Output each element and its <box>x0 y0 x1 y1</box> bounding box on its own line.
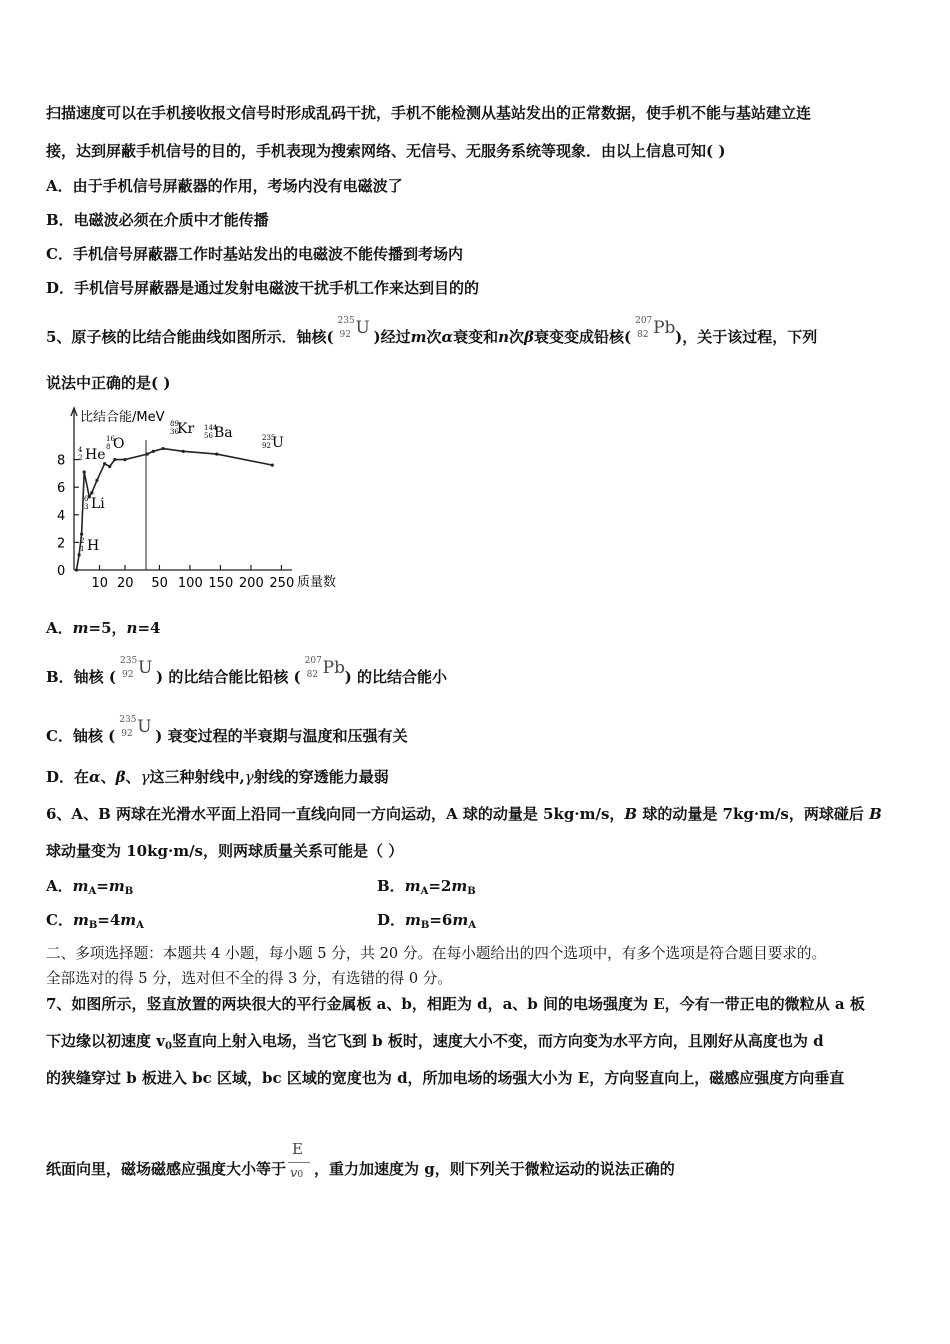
x-tick-group <box>92 565 295 591</box>
q4-option-a: A．由于手机信号屏蔽器的作用，考场内没有电磁波了 <box>46 177 403 195</box>
option-text: =5， <box>88 619 127 637</box>
y-tick-label: 6 <box>57 481 66 497</box>
subscript: A <box>136 920 144 931</box>
nuclide-annotation <box>106 435 124 452</box>
q4-stem-line-2: 接，达到屏蔽手机信号的目的，手机表现为搜索网络、无信号、无服务系统等现象．由以上信息可知( ) <box>46 142 726 160</box>
q6-stem-line-1 <box>46 803 882 824</box>
option-text: ) 衰变过程的半衰期与温度和压强有关 <box>155 727 408 745</box>
q6-option-a <box>46 875 133 897</box>
var-m: m <box>410 328 427 346</box>
fraction-den-var: v <box>290 1166 298 1181</box>
symbol-beta: β <box>524 328 534 346</box>
y-tick-group <box>57 454 79 579</box>
annotation-mass-number: 144 <box>204 424 218 432</box>
q5-text: 次 <box>426 328 442 346</box>
x-tick-label: 250 <box>269 576 295 591</box>
q6-text: 球的动量是 7kg·m/s，两球碰后 <box>637 805 870 823</box>
q6-text: 6、A、B 两球在光滑水平面上沿同一直线向同一方向运动，A 球的动量是 5kg·m/s， <box>46 805 625 823</box>
symbol-alpha: α <box>441 328 454 346</box>
atomic-number: 92 <box>121 729 133 739</box>
subscript: B <box>420 920 430 931</box>
q4-option-d: D．手机信号屏蔽器是通过发射电磁波干扰手机工作来达到目的的 <box>46 279 480 297</box>
subscript: 0 <box>164 1041 172 1052</box>
data-point <box>90 491 93 494</box>
nuclide-annotation <box>84 495 105 512</box>
annotation-mass-number: 235 <box>262 434 276 442</box>
separator: 、 <box>100 768 116 786</box>
atomic-number: 82 <box>306 670 319 680</box>
annotation-atomic-number: 2 <box>78 454 83 462</box>
uranium-nuclide <box>334 316 374 348</box>
q5-text: 衰变和 <box>453 328 499 346</box>
annotation-mass-number: 2 <box>80 537 85 545</box>
option-text: C．铀核 ( <box>46 727 116 745</box>
lead-nuclide <box>631 316 676 348</box>
binding-energy-curve <box>77 449 273 570</box>
element-symbol: U <box>138 658 153 678</box>
fraction-bar <box>288 1162 310 1163</box>
element-symbol: Pb <box>653 318 676 338</box>
mass-number: 235 <box>337 316 355 326</box>
option-text: =2 <box>428 877 452 895</box>
x-tick-label: 200 <box>238 576 264 591</box>
q7-stem-line-4 <box>46 1140 675 1190</box>
option-text: D．在 <box>46 768 90 786</box>
var-m: m <box>451 877 468 895</box>
atomic-number: 92 <box>339 330 351 340</box>
chart-title: 比结合能/MeV <box>80 410 165 425</box>
x-tick-label: 50 <box>151 576 168 591</box>
option-text: ) 的比结合能小 <box>344 668 447 686</box>
data-point <box>146 452 149 455</box>
q5-text: 衰变变成铅核( <box>534 328 632 346</box>
option-text: 这三种射线中, <box>149 768 245 786</box>
q6-option-c <box>46 909 144 931</box>
element-symbol: U <box>137 717 152 737</box>
data-point <box>182 450 185 453</box>
q5-text: 5、原子核的比结合能曲线如图所示．铀核( <box>46 328 334 346</box>
option-text: =4 <box>137 619 161 637</box>
lead-nuclide <box>301 656 345 688</box>
var-m: m <box>72 877 89 895</box>
fraction-e-over-v0 <box>286 1140 314 1190</box>
q7-text: 竖直向上射入电场，当它飞到 b 板时，速度大小不变，而方向变为水平方向，且刚好从高度也为 d <box>171 1032 824 1050</box>
option-label: B． <box>377 877 405 895</box>
var-m: m <box>72 619 89 637</box>
symbol-alpha: α <box>89 768 101 786</box>
var-m: m <box>452 911 469 929</box>
subscript: B <box>467 886 476 897</box>
nuclide-annotation <box>262 434 284 451</box>
q5-stem-line-1 <box>46 316 818 348</box>
q5-option-d <box>46 766 389 787</box>
element-symbol: U <box>355 318 370 338</box>
annotation-mass-number: 89 <box>170 420 179 428</box>
annotation-atomic-number: 92 <box>262 442 271 450</box>
x-tick-label: 100 <box>177 576 203 591</box>
y-tick-label: 8 <box>57 453 66 469</box>
data-point <box>152 450 155 453</box>
symbol-beta: β <box>115 768 126 786</box>
q5-option-c <box>46 715 408 747</box>
data-point <box>75 568 78 571</box>
q7-text: 纸面向里，磁场磁感应强度大小等于 <box>46 1160 287 1178</box>
annotation-mass-number: 4 <box>78 446 83 454</box>
annotation-mass-number: 16 <box>106 435 115 443</box>
nuclide-annotation <box>78 446 106 463</box>
mass-number: 207 <box>304 656 322 666</box>
subscript: 0 <box>297 1170 304 1180</box>
atomic-number: 82 <box>637 330 649 340</box>
var-b: B <box>869 805 882 823</box>
annotation-symbol: O <box>113 436 125 452</box>
data-point <box>161 447 164 450</box>
data-point <box>95 479 98 482</box>
subscript: B <box>124 886 134 897</box>
var-m: m <box>108 877 125 895</box>
annotation-mass-number: 6 <box>84 495 89 503</box>
annotation-atomic-number: 8 <box>106 443 111 451</box>
option-text: B．铀核 ( <box>46 668 116 686</box>
annotation-symbol: H <box>87 538 100 554</box>
uranium-nuclide <box>115 715 155 747</box>
q4-stem-line-1: 扫描速度可以在手机接收报文信号时形成乱码干扰，手机不能检测从基站发出的正常数据，使手机不能与基站建立连 <box>46 104 812 122</box>
fraction-numerator: E <box>292 1140 303 1158</box>
var-m: m <box>404 877 421 895</box>
annotation-symbol: Kr <box>177 421 195 437</box>
mass-number: 235 <box>119 715 137 725</box>
var-m: m <box>405 911 421 929</box>
x-tick-label: 20 <box>117 576 134 591</box>
var-n: n <box>126 619 138 637</box>
q5-text: )，关于该过程，下列 <box>675 328 818 346</box>
var-n: n <box>498 328 510 346</box>
y-tick-label: 0 <box>57 564 66 579</box>
q6-stem-line-2: 球动量变为 10kg·m/s，则两球质量关系可能是（ ） <box>46 842 404 860</box>
data-point <box>113 458 116 461</box>
annotation-atomic-number: 36 <box>170 428 179 436</box>
symbol-gamma: γ <box>244 768 254 786</box>
data-point <box>271 464 274 467</box>
section-2-heading-line-1: 二、多项选择题：本题共 4 小题，每小题 5 分，共 20 分。在每小题给出的四个选项中，有多个选项是符合题目要求的。 <box>46 945 827 962</box>
q6-option-d <box>377 909 476 931</box>
data-point <box>83 470 86 473</box>
option-text: =6 <box>429 911 453 929</box>
annotation-group <box>78 420 284 554</box>
option-label: A． <box>46 877 73 895</box>
q5-text: 次 <box>509 328 525 346</box>
annotation-symbol: Li <box>91 496 105 512</box>
option-label: D． <box>377 911 406 929</box>
subscript: A <box>468 920 476 931</box>
annotation-atomic-number: 3 <box>84 503 89 511</box>
option-text: 射线的穿透能力最弱 <box>253 768 389 786</box>
option-text: ) 的比结合能比铅核 ( <box>156 668 301 686</box>
nuclide-annotation <box>80 537 99 554</box>
var-b: B <box>624 805 638 823</box>
annotation-symbol: He <box>85 447 106 463</box>
x-axis-label: 质量数 <box>297 575 337 590</box>
nuclide-annotation <box>170 420 194 437</box>
mass-number: 235 <box>120 656 138 666</box>
nuclide-annotation <box>204 424 233 441</box>
section-2-heading-line-2: 全部选对的得 5 分，选对但不全的得 3 分，有选错的得 0 分。 <box>46 970 452 987</box>
data-point-group <box>75 447 274 572</box>
option-text: = <box>96 877 109 895</box>
var-m: m <box>120 911 137 929</box>
q7-text: ，重力加速度为 g，则下列关于微粒运动的说法正确的 <box>314 1160 675 1178</box>
q4-option-c: C．手机信号屏蔽器工作时基站发出的电磁波不能传播到考场内 <box>46 245 463 263</box>
q7-stem-line-2 <box>46 1030 824 1052</box>
fraction-denominator <box>290 1166 303 1181</box>
x-tick-label: 10 <box>91 576 109 591</box>
option-label: A． <box>46 619 73 637</box>
separator: 、 <box>125 768 141 786</box>
annotation-symbol: Ba <box>214 425 233 441</box>
annotation-symbol: U <box>272 435 284 451</box>
q5-option-a <box>46 617 160 638</box>
q5-text: )经过 <box>373 328 411 346</box>
data-point <box>108 465 111 468</box>
q5-option-b <box>46 656 447 688</box>
q4-option-b: B．电磁波必须在介质中才能传播 <box>46 211 269 229</box>
var-m: m <box>72 911 89 929</box>
atomic-number: 92 <box>122 670 134 680</box>
q7-stem-line-1: 7、如图所示，竖直放置的两块很大的平行金属板 a、b，相距为 d，a、b 间的电场强度为 E，今有一带正电的微粒从 a 板 <box>46 995 865 1013</box>
subscript: A <box>88 886 97 897</box>
subscript: A <box>420 886 429 897</box>
option-label: C． <box>46 911 73 929</box>
data-point <box>78 553 81 556</box>
q6-option-b <box>377 875 476 897</box>
q7-text: 下边缘以初速度 v <box>46 1032 165 1050</box>
data-point <box>215 452 218 455</box>
annotation-atomic-number: 56 <box>204 432 213 440</box>
option-text: =4 <box>97 911 121 929</box>
data-point <box>123 458 126 461</box>
data-point <box>80 533 83 536</box>
y-tick-label: 2 <box>57 536 66 552</box>
uranium-nuclide <box>116 656 156 688</box>
annotation-atomic-number: 1 <box>80 545 85 553</box>
element-symbol: Pb <box>322 658 345 678</box>
subscript: B <box>88 920 98 931</box>
binding-energy-chart <box>44 402 354 594</box>
x-tick-label: 150 <box>208 576 234 591</box>
q7-stem-line-3: 的狭缝穿过 b 板进入 bc 区域，bc 区域的宽度也为 d，所加电场的场强大小为 E，方向竖直向上，磁感应强度方向垂直 <box>46 1069 845 1087</box>
symbol-gamma: γ <box>140 768 150 786</box>
q5-stem-line-2: 说法中正确的是( ) <box>46 374 171 392</box>
mass-number: 207 <box>635 316 653 326</box>
y-tick-label: 4 <box>57 508 66 524</box>
